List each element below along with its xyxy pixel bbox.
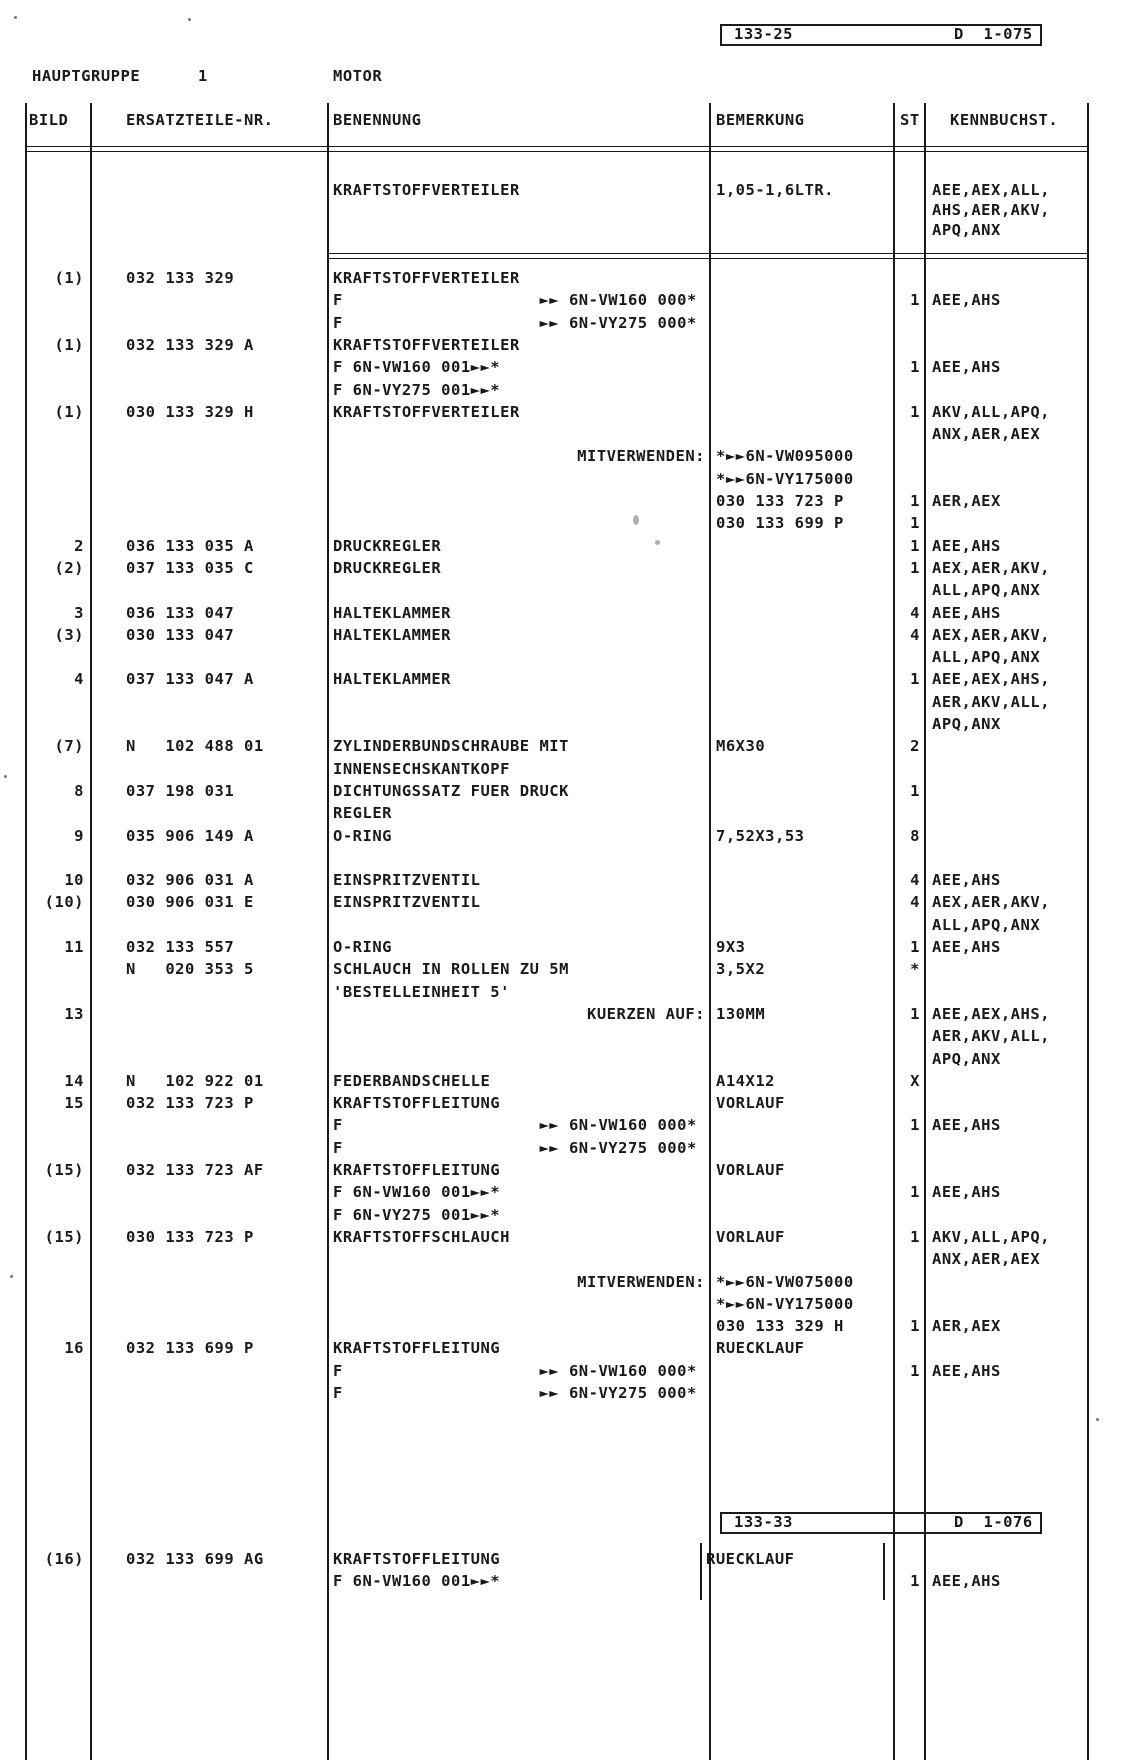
row-codes: AEE,AHS (932, 1183, 1001, 1202)
row-description: SCHLAUCH IN ROLLEN ZU 5M (333, 960, 569, 979)
row-remark: VORLAUF (716, 1094, 785, 1113)
row-codes: ALL,APQ,ANX (932, 915, 1041, 934)
row-remark: VORLAUF (716, 1161, 785, 1179)
scan-speck (14, 16, 17, 19)
row-part-number: 030 906 031 E (126, 893, 254, 912)
row-codes: ALL,APQ,ANX (932, 648, 1041, 667)
row-part-number: 032 133 699 P (126, 1339, 254, 1358)
row-codes: AER,AKV,ALL, (932, 1027, 1050, 1046)
row-quantity: 1 (910, 670, 920, 689)
row-description: KRAFTSTOFFVERTEILER (333, 335, 520, 354)
row-description: DRUCKREGLER (333, 558, 442, 577)
row-description: REGLER (333, 804, 392, 823)
row-description-note: KUERZEN AUF: (587, 1004, 705, 1023)
row-quantity: 1 (910, 1004, 920, 1023)
row-quantity: 1 (910, 1183, 920, 1202)
table2-border-right (1087, 1543, 1089, 1600)
row-codes: AEE,AHS (932, 1361, 1001, 1380)
row-part-number: 037 198 031 (126, 781, 235, 800)
column-header-kennbuchst: KENNBUCHST. (950, 111, 1059, 129)
scan-speck (633, 515, 639, 525)
row-part-number: 036 133 047 (126, 603, 235, 622)
row-description: KRAFTSTOFFLEITUNG (333, 1339, 501, 1358)
row-codes: AEE,AHS (932, 871, 1001, 890)
row-codes: ANX,AER,AEX (932, 1250, 1041, 1269)
row-remark: 030 133 699 P (716, 514, 844, 533)
table2-border-left (25, 1543, 27, 1600)
row-remark: RUECKLAUF (706, 1550, 795, 1568)
scan-speck (188, 18, 191, 21)
scan-speck (1096, 1418, 1099, 1421)
row-description: F ►► 6N-VY275 000* (333, 313, 697, 332)
section-separator (327, 253, 1089, 259)
table2-divider-nr (327, 1543, 329, 1600)
row-description-note: MITVERWENDEN: (577, 447, 705, 466)
row-codes: ANX,AER,AEX (932, 425, 1041, 444)
row-description: F ►► 6N-VY275 000* (333, 1384, 697, 1402)
row-part-number: 030 133 047 (126, 625, 235, 644)
row-description: KRAFTSTOFFLEITUNG (333, 1550, 501, 1568)
row-remark: *►►6N-VW095000 (716, 447, 854, 466)
row-bild: 8 (74, 781, 84, 800)
table2-divider-bemerkung (883, 1543, 885, 1600)
section-remark: 1,05-1,6LTR. (716, 181, 834, 199)
row-codes: AKV,ALL,APQ, (932, 402, 1050, 421)
table2-divider-benennung (700, 1543, 702, 1600)
page-reference-box (720, 24, 1042, 46)
group-number: 1 (198, 67, 208, 85)
row-part-number: 032 133 329 A (126, 335, 254, 354)
row-part-number: 032 133 723 P (126, 1094, 254, 1113)
row-part-number: 032 133 557 (126, 938, 235, 956)
scan-speck (655, 540, 660, 545)
column-header-bild: BILD (29, 111, 69, 129)
row-quantity: 1 (910, 781, 920, 800)
row-quantity: 4 (910, 603, 920, 622)
row-part-number: 037 133 035 C (126, 558, 254, 577)
row-part-number: 037 133 047 A (126, 670, 254, 689)
reference-code: 133-25 (734, 25, 793, 43)
row-description: F 6N-VY275 001►►* (333, 1205, 501, 1224)
row-remark: *►►6N-VY175000 (716, 469, 854, 488)
row-description: F 6N-VW160 001►►* (333, 1183, 501, 1202)
row-codes: AEE,AHS (932, 536, 1001, 555)
row-codes: AER,AKV,ALL, (932, 692, 1050, 711)
row-quantity: 1 (910, 938, 920, 956)
table2-divider-st (924, 1543, 926, 1600)
row-bild: (15) (44, 1161, 84, 1179)
row-bild: (1) (54, 402, 84, 421)
row-description: F ►► 6N-VY275 000* (333, 1138, 697, 1157)
row-description: F 6N-VW160 001►►* (333, 1572, 501, 1591)
row-remark: 130MM (716, 1004, 766, 1023)
row-quantity: 1 (910, 1572, 920, 1591)
group-label: HAUPTGRUPPE (32, 67, 141, 85)
row-description: O-RING (333, 938, 392, 956)
row-remark: 030 133 329 H (716, 1317, 844, 1336)
row-bild: (1) (54, 335, 84, 354)
row-quantity: 1 (910, 1116, 920, 1135)
row-bild: 4 (74, 670, 84, 689)
row-codes: AKV,ALL,APQ, (932, 1227, 1050, 1246)
row-description: KRAFTSTOFFVERTEILER (333, 402, 520, 421)
row-description: INNENSECHSKANTKOPF (333, 759, 510, 778)
section-codes-3: APQ,ANX (932, 221, 1001, 239)
row-quantity: 2 (910, 737, 920, 756)
page-reference-box-2 (720, 1512, 1042, 1534)
row-remark: *►►6N-VW075000 (716, 1272, 854, 1291)
row-description: HALTEKLAMMER (333, 670, 451, 689)
row-quantity: * (910, 960, 920, 979)
row-description: HALTEKLAMMER (333, 603, 451, 622)
row-remark: *►►6N-VY175000 (716, 1294, 854, 1313)
reference-page-2: D 1-076 (954, 1513, 1033, 1531)
row-quantity: 8 (910, 826, 920, 845)
row-part-number: N 020 353 5 (126, 960, 254, 979)
row-remark: RUECKLAUF (716, 1339, 805, 1358)
row-part-number: 035 906 149 A (126, 826, 254, 845)
column-header-st: ST (900, 111, 920, 129)
header-separator (25, 146, 1089, 152)
row-quantity: 4 (910, 893, 920, 912)
row-remark: VORLAUF (716, 1227, 785, 1246)
row-part-number: 032 906 031 A (126, 871, 254, 890)
row-remark: 7,52X3,53 (716, 826, 805, 845)
row-codes: AEE,AEX,AHS, (932, 1004, 1050, 1023)
row-bild: 2 (74, 536, 84, 555)
row-description: DICHTUNGSSATZ FUER DRUCK (333, 781, 569, 800)
row-description: ZYLINDERBUNDSCHRAUBE MIT (333, 737, 569, 756)
row-quantity: 1 (910, 536, 920, 555)
row-description: FEDERBANDSCHELLE (333, 1071, 491, 1090)
row-description: F ►► 6N-VW160 000* (333, 291, 697, 310)
row-description: EINSPRITZVENTIL (333, 871, 481, 890)
row-remark: M6X30 (716, 737, 766, 756)
row-codes: AEE,AEX,AHS, (932, 670, 1050, 689)
row-codes: AER,AEX (932, 492, 1001, 510)
row-remark: A14X12 (716, 1071, 775, 1090)
row-description: KRAFTSTOFFSCHLAUCH (333, 1227, 510, 1246)
row-quantity: 1 (910, 492, 920, 510)
reference-code-2: 133-33 (734, 1513, 793, 1531)
table-border-right (1087, 103, 1089, 1760)
row-bild: (1) (54, 269, 84, 287)
row-description-note: MITVERWENDEN: (577, 1272, 705, 1291)
row-codes: AEE,AHS (932, 1116, 1001, 1135)
section-title: KRAFTSTOFFVERTEILER (333, 181, 520, 199)
row-part-number: N 102 922 01 (126, 1071, 264, 1090)
row-codes: APQ,ANX (932, 1049, 1001, 1068)
row-remark: 030 133 723 P (716, 492, 844, 510)
row-part-number: 032 133 699 AG (126, 1550, 264, 1568)
row-bild: 11 (64, 938, 84, 956)
row-description: O-RING (333, 826, 392, 845)
section-codes-1: AEE,AEX,ALL, (932, 181, 1050, 199)
row-quantity: 1 (910, 514, 920, 533)
row-codes: AEE,AHS (932, 938, 1001, 956)
row-remark: 9X3 (716, 938, 746, 956)
row-bild: (16) (44, 1550, 84, 1568)
row-quantity: 1 (910, 1317, 920, 1336)
row-bild: (7) (54, 737, 84, 756)
row-description: 'BESTELLEINHEIT 5' (333, 982, 510, 1001)
row-codes: AEX,AER,AKV, (932, 625, 1050, 644)
row-quantity: X (910, 1071, 920, 1090)
column-header-nr: ERSATZTEILE-NR. (126, 111, 274, 129)
row-quantity: 4 (910, 871, 920, 890)
row-quantity: 1 (910, 402, 920, 421)
row-part-number: 030 133 329 H (126, 402, 254, 421)
row-bild: (3) (54, 625, 84, 644)
row-bild: 14 (64, 1071, 84, 1090)
row-bild: (15) (44, 1227, 84, 1246)
row-description: KRAFTSTOFFVERTEILER (333, 269, 520, 287)
group-name: MOTOR (333, 67, 383, 85)
table2-divider-bild (90, 1543, 92, 1600)
row-quantity: 4 (910, 625, 920, 644)
row-bild: (10) (44, 893, 84, 912)
row-codes: AEE,AHS (932, 358, 1001, 377)
row-codes: AEX,AER,AKV, (932, 893, 1050, 912)
row-quantity: 1 (910, 291, 920, 310)
row-codes: AEE,AHS (932, 603, 1001, 622)
row-quantity: 1 (910, 1361, 920, 1380)
row-description: F 6N-VW160 001►►* (333, 358, 501, 377)
row-codes: AEX,AER,AKV, (932, 558, 1050, 577)
row-bild: 13 (64, 1004, 84, 1023)
row-description: EINSPRITZVENTIL (333, 893, 481, 912)
row-part-number: 036 133 035 A (126, 536, 254, 555)
column-divider-benennung (709, 103, 711, 1760)
row-part-number: 032 133 723 AF (126, 1161, 264, 1179)
row-quantity: 1 (910, 1227, 920, 1246)
row-description: F ►► 6N-VW160 000* (333, 1116, 697, 1135)
scan-speck (4, 775, 7, 778)
row-codes: AEE,AHS (932, 1572, 1001, 1591)
row-codes: AER,AEX (932, 1317, 1001, 1336)
row-codes: APQ,ANX (932, 715, 1001, 733)
row-bild: 3 (74, 603, 84, 622)
column-divider-nr (327, 103, 329, 1760)
row-bild: 9 (74, 826, 84, 845)
row-bild: 16 (64, 1339, 84, 1358)
row-codes: ALL,APQ,ANX (932, 581, 1041, 600)
row-part-number: N 102 488 01 (126, 737, 264, 756)
row-description: KRAFTSTOFFLEITUNG (333, 1094, 501, 1113)
row-bild: 10 (64, 871, 84, 890)
column-header-benennung: BENENNUNG (333, 111, 422, 129)
section-codes-2: AHS,AER,AKV, (932, 201, 1050, 219)
column-header-bemerkung: BEMERKUNG (716, 111, 805, 129)
table-border-left (25, 103, 27, 1760)
reference-page: D 1-075 (954, 25, 1033, 43)
row-part-number: 032 133 329 (126, 269, 235, 287)
row-remark: 3,5X2 (716, 960, 766, 979)
scan-speck (10, 1275, 13, 1278)
row-codes: AEE,AHS (932, 291, 1001, 310)
row-part-number: 030 133 723 P (126, 1227, 254, 1246)
row-description: DRUCKREGLER (333, 536, 442, 555)
row-quantity: 1 (910, 558, 920, 577)
row-quantity: 1 (910, 358, 920, 377)
row-description: F 6N-VY275 001►►* (333, 380, 501, 399)
row-bild: (2) (54, 558, 84, 577)
column-divider-bild (90, 103, 92, 1760)
row-description: HALTEKLAMMER (333, 625, 451, 644)
row-description: KRAFTSTOFFLEITUNG (333, 1161, 501, 1179)
row-description: F ►► 6N-VW160 000* (333, 1361, 697, 1380)
row-bild: 15 (64, 1094, 84, 1113)
